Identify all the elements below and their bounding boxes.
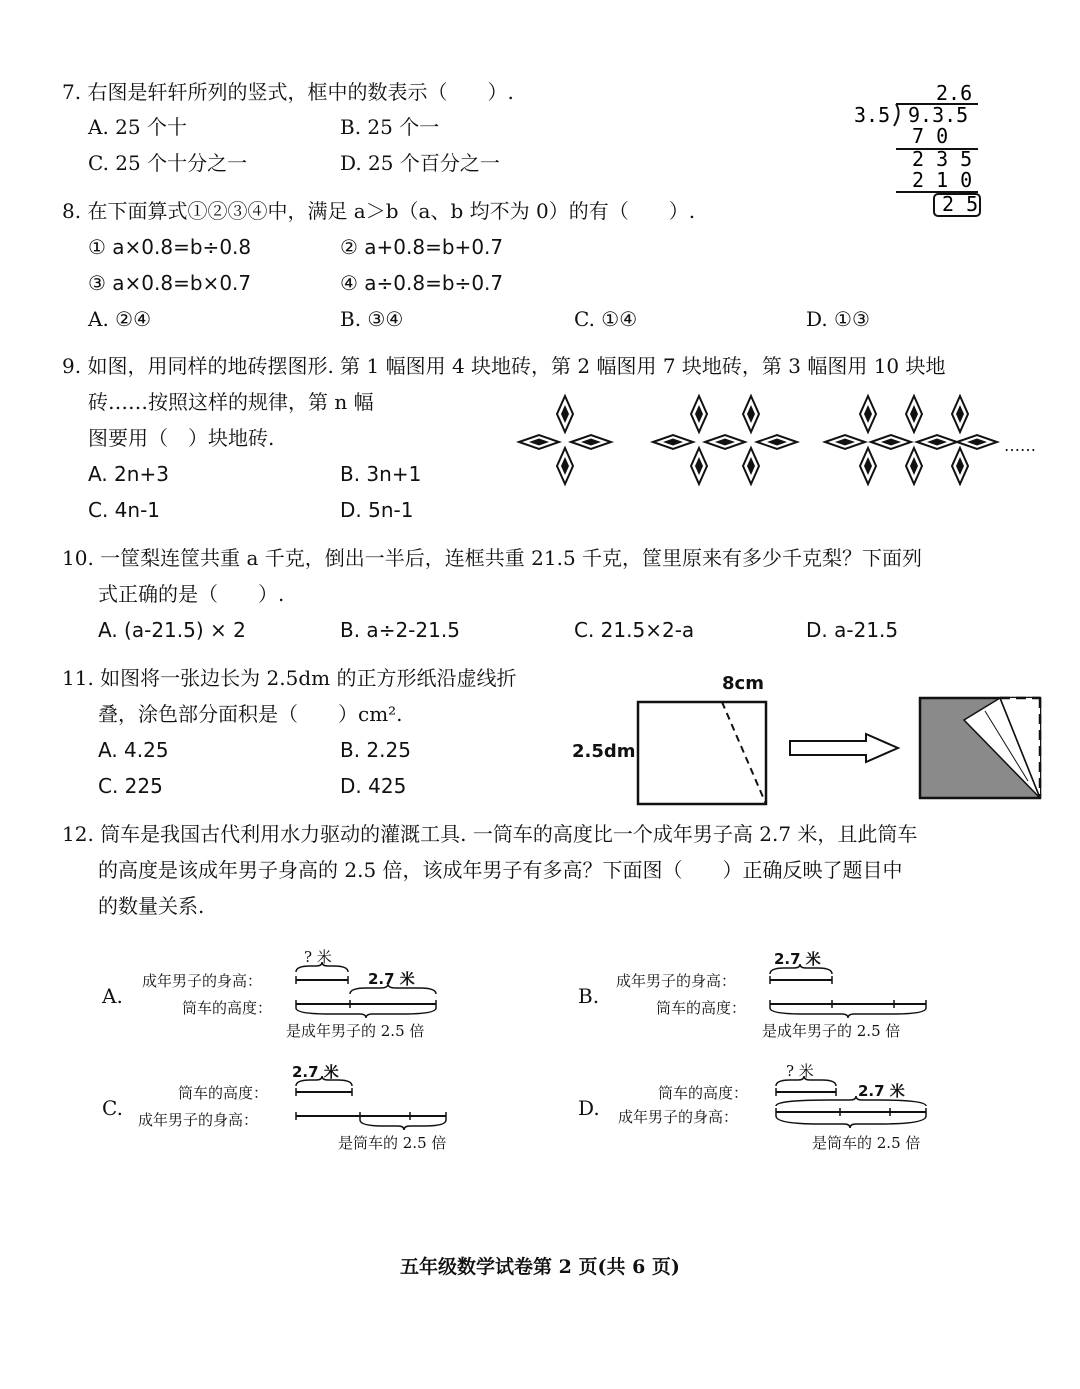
tile-figure-2 <box>653 396 797 484</box>
diagram-d-row2-label: 成年男子的身高： <box>618 1108 739 1126</box>
q8-formula-2: ② a+0.8=b+0.7 <box>340 235 504 259</box>
q7-option-a[interactable]: A. 25 个十 <box>88 115 187 139</box>
q9-option-a[interactable]: A. 2n+3 <box>88 462 169 486</box>
q8-option-b[interactable]: B. ③④ <box>340 307 404 331</box>
q7-option-d[interactable]: D. 25 个百分之一 <box>340 151 500 175</box>
diagram-a-mid-label: 2.7 米 <box>368 970 415 988</box>
diagram-c-letter: C. <box>102 1096 123 1120</box>
diagram-a-bottom-label: 是成年男子的 2.5 倍 <box>286 1022 425 1040</box>
fold-label-side: 2.5dm <box>572 741 636 762</box>
question-9-line-2: 砖……按照这样的规律，第 n 幅 <box>88 390 374 414</box>
q8-option-a[interactable]: A. ②④ <box>88 307 152 331</box>
question-12-line-3: 的数量关系. <box>98 894 205 918</box>
question-10-line-2: 式正确的是（ ）. <box>98 582 285 606</box>
question-10-line-1: 10. 一筐梨连筐共重 a 千克，倒出一半后，连框共重 21.5 千克，筐里原来有多少千克梨？下面列 <box>62 546 923 570</box>
question-11-line-2: 叠，涂色部分面积是（ ）cm². <box>98 702 403 726</box>
question-12-line-2: 的高度是该成年男子身高的 2.5 倍，该成年男子有多高？下面图（ ）正确反映了题目中 <box>98 858 903 882</box>
q11-option-a[interactable]: A. 4.25 <box>98 738 169 762</box>
division-row-1: 7 0 <box>912 124 949 148</box>
long-division-figure <box>850 80 990 220</box>
q10-option-d[interactable]: D. a-21.5 <box>806 618 899 642</box>
question-12-line-1: 12. 筒车是我国古代利用水力驱动的灌溉工具. 一筒车的高度比一个成年男子高 2.7 米，且此筒车 <box>62 822 918 846</box>
division-dividend: 9.3.5 <box>908 103 969 127</box>
q7-option-c[interactable]: C. 25 个十分之一 <box>88 151 248 175</box>
tile-pattern-figure <box>515 398 985 488</box>
question-7-text: 7. 右图是轩轩所列的竖式，框中的数表示（ ）. <box>62 80 514 104</box>
q11-option-c[interactable]: C. 225 <box>98 774 163 798</box>
diagram-d-bottom-label: 是筒车的 2.5 倍 <box>812 1134 921 1152</box>
tile-figure-1 <box>519 396 611 484</box>
diagram-c-top-label: 2.7 米 <box>292 1063 339 1081</box>
q8-formula-4: ④ a÷0.8=b÷0.7 <box>340 271 504 295</box>
diagram-c-row2-label: 成年男子的身高： <box>138 1111 259 1129</box>
question-9-line-3: 图要用（ ）块地砖. <box>88 426 275 450</box>
diagram-a-row2-label: 筒车的高度： <box>182 999 273 1017</box>
division-quotient: 2.6 <box>936 81 973 105</box>
paper-square <box>638 702 766 804</box>
question-9-line-1: 9. 如图，用同样的地砖摆图形. 第 1 幅图用 4 块地砖，第 2 幅图用 7 块地砖，第 3 幅图用 10 块地 <box>62 354 946 378</box>
diagram-d-bars <box>770 1072 940 1132</box>
diagram-b-bars <box>764 960 944 1020</box>
diagram-a-letter: A. <box>102 984 123 1008</box>
division-divisor: 3.5 <box>854 103 891 127</box>
diagram-b-top-label: 2.7 米 <box>774 950 821 968</box>
diagram-b-row2-label: 筒车的高度： <box>656 999 747 1017</box>
q9-option-b[interactable]: B. 3n+1 <box>340 462 422 486</box>
diagram-d-letter: D. <box>578 1096 600 1120</box>
question-11-line-1: 11. 如图将一张边长为 2.5dm 的正方形纸沿虚线折 <box>62 666 517 690</box>
diagram-d-mid-label: 2.7 米 <box>858 1082 905 1100</box>
q9-option-d[interactable]: D. 5n-1 <box>340 498 414 522</box>
paper-fold-figure <box>630 696 1050 808</box>
arrow-icon <box>790 734 898 762</box>
division-row-2: 2 3 5 <box>912 147 973 171</box>
diagram-a-top-label: ? 米 <box>304 948 332 966</box>
fold-label-8cm: 8cm <box>722 673 764 694</box>
question-8-text: 8. 在下面算式①②③④中，满足 a＞b（a、b 均不为 0）的有（ ）. <box>62 199 696 223</box>
diagram-c-row1-label: 筒车的高度： <box>178 1084 269 1102</box>
tile-pattern-ellipsis: …… <box>1004 436 1036 455</box>
q8-option-c[interactable]: C. ①④ <box>574 307 638 331</box>
q10-option-a[interactable]: A. (a-21.5) × 2 <box>98 618 246 642</box>
q9-option-c[interactable]: C. 4n-1 <box>88 498 161 522</box>
diagram-b-letter: B. <box>578 984 600 1008</box>
q8-formula-3: ③ a×0.8=b×0.7 <box>88 271 252 295</box>
diagram-a-row1-label: 成年男子的身高： <box>142 972 263 990</box>
diagram-c-bottom-label: 是筒车的 2.5 倍 <box>338 1134 447 1152</box>
q7-option-b[interactable]: B. 25 个一 <box>340 115 440 139</box>
q10-option-b[interactable]: B. a÷2-21.5 <box>340 618 460 642</box>
diagram-c-bars <box>290 1072 460 1132</box>
division-row-3: 2 1 0 <box>912 168 973 192</box>
q8-formula-1: ① a×0.8=b÷0.8 <box>88 235 252 259</box>
q10-option-c[interactable]: C. 21.5×2-a <box>574 618 695 642</box>
q11-option-d[interactable]: D. 425 <box>340 774 407 798</box>
division-remainder: 2 5 <box>942 192 979 216</box>
diagram-a-bars <box>290 960 450 1020</box>
diagram-d-row1-label: 筒车的高度： <box>658 1084 749 1102</box>
q8-option-d[interactable]: D. ①③ <box>806 307 870 331</box>
tile-figure-3 <box>825 396 997 484</box>
diagram-b-bottom-label: 是成年男子的 2.5 倍 <box>762 1022 901 1040</box>
page-footer: 五年级数学试卷第 2 页(共 6 页) <box>400 1256 680 1278</box>
diagram-b-row1-label: 成年男子的身高： <box>616 972 737 990</box>
q11-option-b[interactable]: B. 2.25 <box>340 738 411 762</box>
diagram-d-top-label: ? 米 <box>786 1062 814 1080</box>
